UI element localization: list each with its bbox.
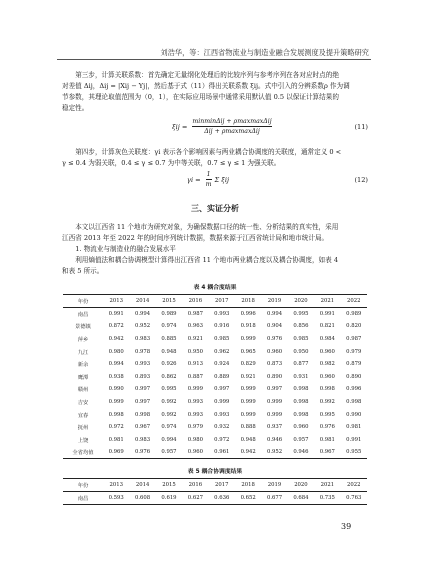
row-label: 鹰潭 [77,374,89,381]
table-cell: 0.998 [293,411,309,418]
column-header: 2013 [109,482,123,488]
table-cell: 0.969 [108,449,124,456]
table-cell: 0.998 [319,386,335,393]
paragraph-results-line1: 利用熵值法和耦合协调模型计算得出江西省 11 个地市两业耦合度以及耦合协调度，如表 4 [75,256,339,264]
column-header: 2014 [135,298,150,304]
column-header: 2016 [188,482,203,488]
table-cell: 0.942 [108,335,124,342]
column-header: 2016 [188,298,203,304]
table-cell: 0.960 [319,373,335,380]
paragraph-step3-line3: 节参数，其理论取值范围为（0，1），在实际应用场景中通常采用默认值 0.5 以保证计算结果的 [62,93,339,101]
table-cell: 0.999 [266,411,283,418]
paragraph-step3-line1: 第三步，计算关联系数：首先确定无量纲化处理后的比较序列与参考序列在各对应时点的绝 [75,71,339,79]
table-cell: 0.991 [319,311,335,318]
column-header: 2019 [267,482,282,488]
table-cell: 0.921 [187,335,203,342]
table-cell: 0.932 [214,424,230,431]
column-header: 2018 [241,482,255,488]
table-cell: 0.993 [187,411,203,418]
table-cell: 0.985 [293,335,309,342]
table5 [63,478,367,505]
table-cell: 0.972 [108,424,124,431]
table-cell: 0.960 [319,348,335,355]
table-row [63,333,367,346]
table-cell: 0.960 [293,424,309,431]
table-cell: 0.926 [161,361,177,368]
table-cell: 0.999 [266,398,283,405]
table-cell: 0.974 [161,424,177,431]
table-cell: 0.962 [214,348,230,355]
table-cell: 0.856 [293,323,309,330]
table-cell: 0.998 [293,386,309,393]
table-cell: 0.997 [135,386,151,393]
column-header: 2017 [215,482,229,488]
table-cell: 0.952 [266,449,283,456]
table-cell: 0.998 [135,411,151,418]
section-heading: 三、实证分析 [191,204,239,213]
table-cell: 0.946 [266,436,283,443]
row-label: 九江 [77,349,89,356]
equation-11-numerator: minminΔij + ρmaxmaxΔij [192,118,272,125]
table-cell: 0.995 [319,411,335,418]
table-cell: 0.990 [346,411,362,418]
table-row [63,358,367,371]
row-label: 萍乡 [77,336,89,343]
equation-12-lhs: γi = [187,175,201,184]
column-header: 2018 [241,298,255,304]
equation-11-fraction [192,117,271,136]
table-cell: 0.952 [135,323,151,330]
column-header: 2020 [294,298,308,304]
paragraph-step3-line2: 对差值 Δij，Δij = |Xij − Yj|，然后基于式（11）得出关联系数 ξij。式中引入的分辨系数ρ 作为调 [62,82,350,90]
table-row [63,433,367,446]
table-cell: 0.960 [187,449,203,456]
table-cell: 0.763 [346,494,362,501]
table-cell: 0.972 [214,436,230,443]
equation-12-fraction [206,170,212,189]
equation-12-denominator: m [205,181,212,188]
table-cell: 0.948 [240,436,256,443]
column-header: 2013 [109,298,123,304]
table-cell: 0.999 [240,398,256,405]
table-cell: 0.893 [135,373,151,380]
table-cell: 0.976 [135,449,151,456]
table-cell: 0.946 [293,449,309,456]
column-header: 2022 [347,482,361,488]
table-cell: 0.829 [240,361,256,368]
row-label: 新余 [77,362,89,369]
table-cell: 0.996 [240,311,256,318]
table-cell: 0.619 [161,494,177,501]
table-cell: 0.991 [346,436,362,443]
table-cell: 0.652 [240,494,256,501]
equation-12-sum: Σ ξij [214,175,230,184]
column-header: 2015 [162,482,176,488]
table-cell: 0.913 [187,361,203,368]
table-cell: 0.997 [266,386,283,393]
table-cell: 0.996 [346,386,362,393]
table-cell: 0.998 [293,398,309,405]
table-row [63,396,367,409]
table-cell: 0.978 [135,348,151,355]
table-cell: 0.976 [266,335,283,342]
running-head: 刘浩华，等：江西省物流业与制造业融合发展测度及提升策略研究 [160,48,369,57]
column-header: 2022 [347,298,361,304]
table-cell: 0.937 [266,424,283,431]
table-cell: 0.997 [135,398,151,405]
table-cell: 0.994 [108,361,124,368]
table5-caption: 表 5 耦合协调度结果 [187,469,243,475]
table-cell: 0.976 [319,424,335,431]
table-cell: 0.931 [293,373,309,380]
table-row [63,408,367,421]
table-cell: 0.989 [346,311,362,318]
table-cell: 0.873 [266,361,283,368]
table-cell: 0.999 [187,386,203,393]
paragraph-data-line1: 本文以江西省 11 个地市为研究对象，为确保数据口径的统一性、分析结果的真实性，采用 [75,223,339,231]
table-cell: 0.918 [240,323,256,330]
paragraph-step3-line4: 稳定性。 [62,104,89,112]
table-cell: 0.885 [161,335,177,342]
table-cell: 0.890 [346,373,362,380]
table-cell: 0.967 [135,424,151,431]
table-cell: 0.981 [108,436,124,443]
table-cell: 0.627 [187,494,203,501]
table-cell: 0.957 [293,436,309,443]
table-cell: 0.593 [108,494,124,501]
table-cell: 0.879 [346,361,362,368]
table-cell: 0.820 [346,323,362,330]
table-cell: 0.984 [319,335,335,342]
table-cell: 0.998 [108,411,124,418]
table-cell: 0.957 [161,449,177,456]
table-cell: 0.942 [240,449,256,456]
table-cell: 0.963 [187,323,203,330]
table-cell: 0.985 [214,335,230,342]
table-cell: 0.979 [187,424,203,431]
table-cell: 0.872 [108,323,124,330]
column-header: 年份 [77,299,89,305]
column-header: 年份 [77,483,89,489]
column-header: 2014 [135,482,150,488]
table-row [63,345,367,358]
table-cell: 0.989 [161,311,177,318]
table-cell: 0.862 [161,373,177,380]
table-cell: 0.887 [187,373,203,380]
equation-12 [62,170,368,196]
table-cell: 0.999 [240,411,256,418]
table4 [63,294,367,459]
table-cell: 0.889 [214,373,230,380]
table-cell: 0.960 [266,348,283,355]
table-cell: 0.821 [319,323,335,330]
table-row [63,492,367,505]
equation-11-number: (11) [354,123,368,131]
paragraph-step4-line2: γ ≤ 0.4 为弱关联，0.4 ≤ γ ≤ 0.7 为中等关联，0.7 ≤ γ ≤ 1 为强关联。 [62,159,281,167]
paragraph-step4-line1: 第四步，计算灰色关联度：γi 表示各个影响因素与两业耦合协调度的关联度，通常定义 0 < [75,148,342,156]
row-label: 景德镇 [75,324,91,331]
table-cell: 0.993 [135,361,151,368]
table-cell: 0.636 [214,494,230,501]
table-cell: 0.980 [108,348,124,355]
row-label: 抚州 [77,425,89,432]
table-cell: 0.955 [346,449,362,456]
table4-header-row [63,295,367,308]
table-row [63,446,367,459]
table-cell: 0.993 [187,398,203,405]
table-cell: 0.994 [135,311,151,318]
table-cell: 0.994 [161,436,177,443]
equation-11 [62,117,368,143]
equation-12-number: (12) [354,176,368,184]
table-cell: 0.994 [266,311,283,318]
row-label: 南昌 [77,495,89,502]
table-cell: 0.993 [214,411,230,418]
table-cell: 0.999 [108,398,124,405]
table-cell: 0.999 [240,335,256,342]
table-cell: 0.950 [293,348,309,355]
table-row [63,421,367,434]
table-cell: 0.888 [240,424,256,431]
paragraph-results-line2: 和表 5 所示。 [62,267,104,275]
table-cell: 0.992 [161,398,177,405]
table-cell: 0.877 [293,361,309,368]
column-header: 2020 [294,482,308,488]
table-cell: 0.990 [108,386,124,393]
table-cell: 0.987 [346,335,362,342]
table-cell: 0.982 [319,361,335,368]
table-row [63,370,367,383]
subsection-heading: 1. 物流业与制造业的融合发展水平 [75,245,176,253]
column-header: 2021 [320,298,335,304]
table-cell: 0.965 [240,348,256,355]
table-cell: 0.980 [187,436,203,443]
table-cell: 0.890 [266,373,283,380]
row-label: 吉安 [77,399,89,406]
table-cell: 0.999 [240,386,256,393]
table-cell: 0.983 [135,335,151,342]
table-cell: 0.916 [214,323,230,330]
table-cell: 0.938 [108,373,124,380]
row-label: 宜春 [77,412,89,419]
table-cell: 0.998 [346,398,362,405]
table-cell: 0.979 [346,348,362,355]
table-cell: 0.924 [214,361,230,368]
column-header: 2019 [267,298,282,304]
table-row [63,320,367,333]
table-cell: 0.993 [214,311,230,318]
table-cell: 0.991 [108,311,124,318]
table-cell: 0.999 [214,398,230,405]
table-row [63,383,367,396]
table5-header-row [63,479,367,492]
table-cell: 0.974 [161,323,177,330]
table-row [63,308,367,321]
table-cell: 0.904 [266,323,283,330]
row-label: 南昌 [77,312,89,319]
table-cell: 0.987 [187,311,203,318]
equation-11-lhs: ξij = [172,122,188,131]
table-cell: 0.995 [293,311,309,318]
row-label: 全省均值 [72,450,94,457]
table-cell: 0.961 [214,449,230,456]
header-rule [57,59,371,60]
table-cell: 0.608 [135,494,151,501]
table-cell: 0.677 [266,494,283,501]
table-cell: 0.981 [319,436,335,443]
table-cell: 0.948 [161,348,177,355]
column-header: 2021 [320,482,335,488]
table-cell: 0.921 [240,373,256,380]
table-cell: 0.995 [161,386,177,393]
column-header: 2017 [215,298,229,304]
row-label: 上饶 [77,437,89,444]
table-cell: 0.684 [293,494,309,501]
equation-11-denominator: Δij + ρmaxmaxΔij [204,128,260,135]
column-header: 2015 [162,298,176,304]
table-cell: 0.992 [161,411,177,418]
paragraph-data-line2: 江西省 2013 年至 2022 年的时间序列统计数据，数据来源于江西省统计局和地市统计局。 [62,234,329,242]
table-cell: 0.997 [214,386,230,393]
table-cell: 0.992 [319,398,335,405]
table4-caption: 表 4 耦合度结果 [193,285,237,291]
page-number: 39 [341,522,352,531]
table-cell: 0.735 [319,494,335,501]
table-cell: 0.950 [187,348,203,355]
table-cell: 0.983 [135,436,151,443]
table-cell: 0.967 [319,449,335,456]
equation-12-numerator: 1 [206,171,211,178]
table-cell: 0.981 [346,424,362,431]
row-label: 赣州 [77,387,89,394]
